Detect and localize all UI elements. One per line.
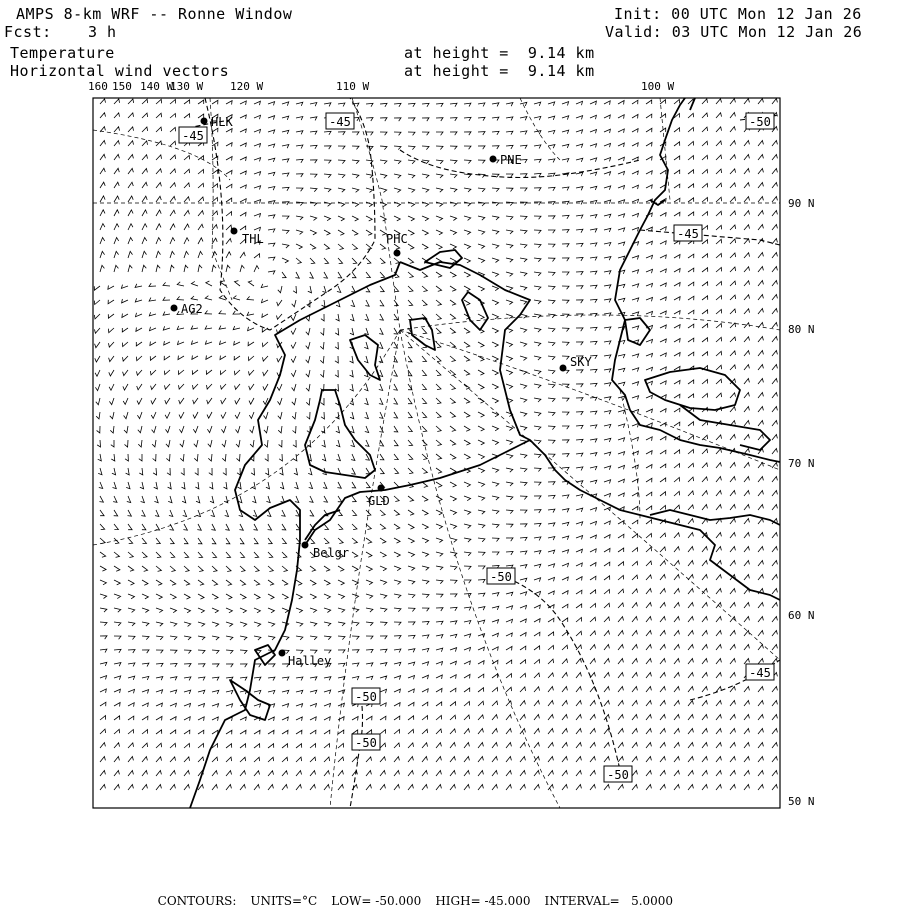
- svg-text:-50: -50: [490, 570, 512, 584]
- svg-text:HLK: HLK: [211, 115, 233, 129]
- legend-contours: CONTOURS:: [157, 894, 237, 908]
- station-halley: [279, 650, 332, 669]
- graticule: [93, 98, 780, 808]
- station-phc: [386, 232, 408, 257]
- forecast-label: Fcst:: [4, 23, 52, 41]
- station-markers: [171, 115, 593, 668]
- svg-text:-45: -45: [182, 129, 204, 143]
- svg-text:-45: -45: [749, 666, 771, 680]
- contour-label: [179, 127, 207, 143]
- valid-time: Valid: 03 UTC Mon 12 Jan 26: [605, 23, 863, 41]
- map-frame: [93, 98, 780, 808]
- legend-low: LOW= -50.000: [331, 894, 422, 908]
- station-sky: [560, 355, 593, 372]
- wind-barbs: [94, 99, 777, 791]
- svg-text:-45: -45: [329, 115, 351, 129]
- svg-text:GLD: GLD: [368, 494, 390, 508]
- contour-label: [352, 688, 380, 704]
- lon-label: 150: [112, 80, 132, 93]
- contour-label: [746, 664, 774, 680]
- svg-text:-50: -50: [607, 768, 629, 782]
- wind-vector-field: [94, 99, 777, 791]
- field-wind-height: at height = 9.14 km: [404, 62, 595, 80]
- svg-text:Halley: Halley: [288, 654, 332, 668]
- station-thl: [231, 228, 264, 247]
- legend-interval: INTERVAL= 5.0000: [544, 894, 674, 908]
- init-time: Init: 00 UTC Mon 12 Jan 26: [614, 5, 862, 23]
- lat-label: 90 N: [788, 197, 815, 210]
- lon-label: 140 W: [140, 80, 174, 93]
- lon-label: 160: [88, 80, 108, 93]
- contour-label: [746, 113, 774, 129]
- station-gld: [368, 485, 390, 509]
- contour-labels: [179, 113, 774, 782]
- svg-text:-45: -45: [677, 227, 699, 241]
- forecast-hour: 3 h: [88, 23, 117, 41]
- svg-text:AG2: AG2: [181, 302, 203, 316]
- svg-text:PNE: PNE: [500, 153, 522, 167]
- contour-label: [487, 568, 515, 584]
- svg-text:-50: -50: [355, 736, 377, 750]
- lon-label: 130 W: [170, 80, 204, 93]
- latitude-labels: [788, 197, 815, 808]
- field-wind: Horizontal wind vectors: [10, 62, 230, 80]
- svg-text:SKY: SKY: [570, 355, 592, 369]
- longitude-labels: [88, 80, 674, 93]
- svg-text:PHC: PHC: [386, 232, 408, 246]
- station-ag2: [171, 302, 203, 316]
- lat-label: 60 N: [788, 609, 815, 622]
- lat-label: 50 N: [788, 795, 815, 808]
- contour-label: [326, 113, 354, 129]
- legend-units: UNITS=°C: [250, 894, 318, 908]
- lon-label: 100 W: [641, 80, 675, 93]
- lat-label: 70 N: [788, 457, 815, 470]
- lon-label: 120 W: [230, 80, 264, 93]
- svg-text:-50: -50: [355, 690, 377, 704]
- lon-label: 110 W: [336, 80, 370, 93]
- legend-high: HIGH= -45.000: [435, 894, 531, 908]
- contour-label: [604, 766, 632, 782]
- svg-text:THL: THL: [242, 232, 264, 246]
- map-title: AMPS 8-km WRF -- Ronne Window: [16, 5, 293, 23]
- contour-label: [352, 734, 380, 750]
- svg-text:Belgr: Belgr: [313, 546, 350, 560]
- temperature-contours: [180, 98, 780, 808]
- contour-label: [674, 225, 702, 241]
- svg-text:-50: -50: [749, 115, 771, 129]
- lat-label: 80 N: [788, 323, 815, 336]
- field-temperature: Temperature: [10, 44, 115, 62]
- contour-legend: [150, 880, 687, 908]
- station-pne: [490, 153, 522, 167]
- field-temperature-height: at height = 9.14 km: [404, 44, 595, 62]
- station-belgr: [302, 542, 350, 561]
